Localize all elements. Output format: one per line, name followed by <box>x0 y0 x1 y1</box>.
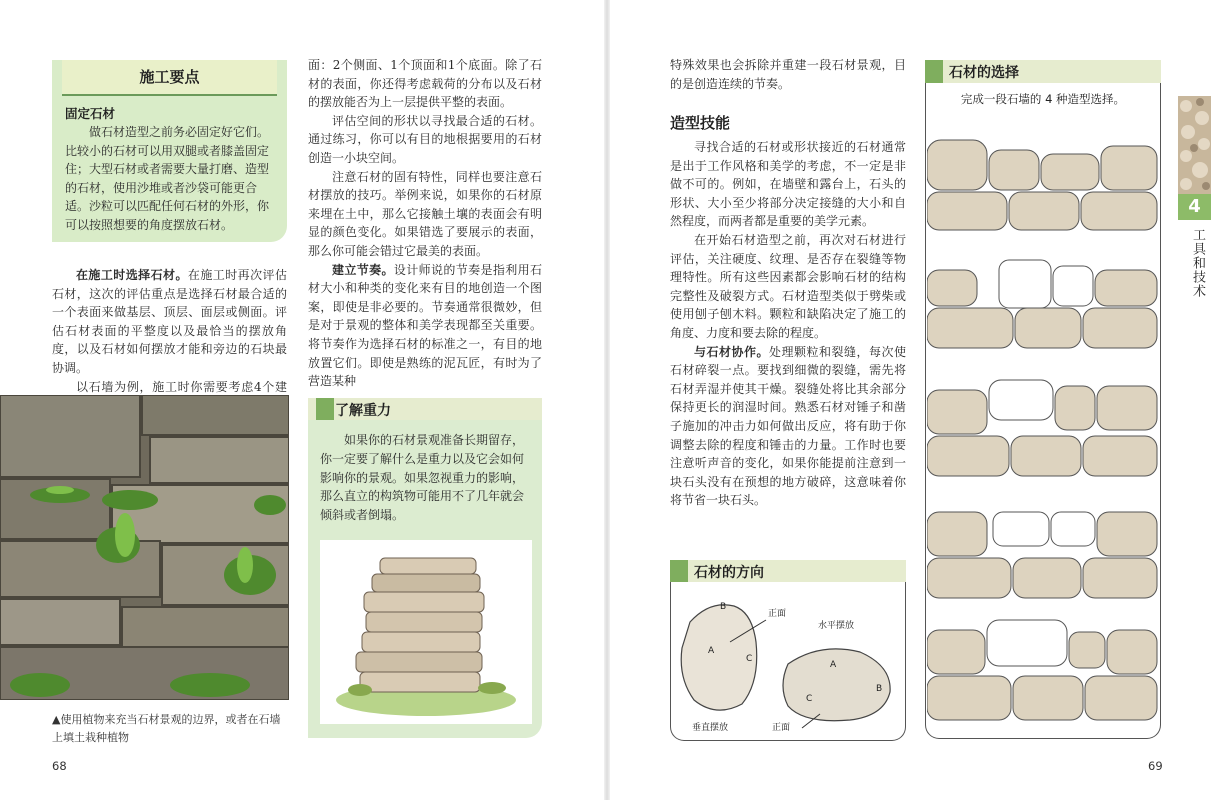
stone-wall-example: 以石墙为例，施工时你需要考虑4个建 <box>76 379 287 394</box>
choose-stone-body: 在施工时再次评估石材，这次的评估重点是选择石材最合适的一个表面来做基层、顶层、面层或侧面。评估石材表面的平整度以及最恰当的摆放角度，以及石材如何摆放才能和旁边的石块最协调。 <box>52 268 287 375</box>
stacked-stones-illustration <box>320 540 532 724</box>
shaping-skills-body <box>670 138 906 510</box>
chapter-label: 工具和技术 <box>1190 228 1205 298</box>
book-gutter <box>604 0 610 800</box>
face-a-vertical: A <box>708 646 715 656</box>
gravity-text: 如果你的石材景观准备长期留存，你一定要了解什么是重力以及它会如何影响你的景观。如果忽视重力的影响，那么直立的构筑物可能用不了几年就会倾斜或者倒塌。 <box>320 433 525 523</box>
orientation-illustration <box>670 582 906 740</box>
photo-caption: ▲使用植物来充当石材景观的边界，或者在石墙上填土栽种植物 <box>52 713 281 744</box>
orientation-header <box>670 560 906 582</box>
work-with-stone-body: 处理颗粒和裂缝，每次使石材碎裂一点。要找到细微的裂缝，需先将石材弄湿并使其干燥。裂缝处将比其余部分保持更长的润湿时间。熟悉石材对锤子和凿子施加的冲击力如何做出反应，将有助于你调整去除的程度和锤击的力量。工作时也要注意听声音的变化，如果你能提前注意到一块石头没有在预想的地方破碎，这意味着你将节省一块石头。 <box>670 344 906 508</box>
choice-note: 完成一段石墙的 4 种造型选择。 <box>960 92 1126 106</box>
face-b-vertical: B <box>720 602 727 612</box>
chapter-side-tab <box>1178 96 1211 306</box>
construction-tips-title: 施工要点 <box>62 60 277 96</box>
choice-header-bar <box>925 60 943 83</box>
left-col1-text <box>52 266 287 415</box>
construction-tips-box <box>52 60 287 242</box>
face-c-horizontal: C <box>806 694 813 704</box>
choice-title: 石材的选择 <box>949 65 1019 81</box>
work-with-stone-lead: 与石材协作。 <box>694 344 769 359</box>
fix-stone-text: 做石材造型之前务必固定好它们。比较小的石材可以用双腿或者膝盖固定住；大型石材或者需要大量打磨、造型的石材，使用沙堆或者沙袋可能更合适。沙粒可以匹配任何石材的外形，你可以按照想要的角度摆放石材。 <box>65 125 270 232</box>
shaping-skills-heading: 造型技能 <box>670 114 731 132</box>
stone-properties-text: 注意石材的固有特性，同样也要注意石材摆放的技巧。举例来说，如果你的石材原来埋在土中，那么它接触土壤的表面会有明显的颜色变化。如果错选了要展示的表面，那么你可能会错过它最美的表面。 <box>308 169 542 258</box>
front-label-horizontal: 正面 <box>772 723 791 733</box>
shaping-p2: 在开始石材造型之前，再次对石材进行评估，关注硬度、纹理、是否存在裂缝等物理特性。所有这些因素都会影响石材的结构完整性及破裂方式。石材造型类似于劈柴或使用刨子刨木料。颗粒和缺陷决定了施工的角度、力度和要去除的程度。 <box>670 232 906 340</box>
rhythm-body: 设计师说的节奏是指利用石材大小和种类的变化来有目的地创造一个图案，即使是非必要的。节奏通常很微妙，但是对于景观的整体和美学表现都至关重要。将节奏作为选择石材的标准之一，有目的地放置它们。即使是熟练的泥瓦匠，有时为了营造某种 <box>308 262 542 389</box>
vertical-label: 垂直摆放 <box>692 723 729 733</box>
wall-options-illustration <box>927 120 1159 730</box>
four-faces-text: 面：2个侧面、1个顶面和1个底面。除了石材的表面，你还得考虑载荷的分布以及石材的摆放能否为上一层提供平整的表面。 <box>308 58 542 110</box>
page-number-left: 68 <box>52 759 67 773</box>
choose-stone-lead: 在施工时选择石材。 <box>76 268 188 282</box>
gravity-box <box>308 398 542 738</box>
gravity-title: 了解重力 <box>335 403 391 419</box>
choice-header <box>925 60 1161 83</box>
face-c-vertical: C <box>746 654 753 664</box>
fix-stone-subtitle: 固定石材 <box>65 106 116 121</box>
gravity-header <box>308 398 542 420</box>
horizontal-label: 水平摆放 <box>818 621 855 631</box>
stone-choice-box <box>925 60 1161 740</box>
orientation-header-bar <box>670 560 688 582</box>
face-b-horizontal: B <box>876 684 883 694</box>
page-number-right: 69 <box>1148 759 1163 773</box>
left-col2-text <box>308 56 542 391</box>
gravity-header-bar <box>316 398 334 420</box>
rhythm-continuation: 特殊效果也会拆除并重建一段石材景观，目的是创造连续的节奏。 <box>670 58 906 91</box>
chapter-number: 4 <box>1178 194 1211 220</box>
face-a-horizontal: A <box>830 660 837 670</box>
shaping-p1: 寻找合适的石材或形状接近的石材通常是出于工作风格和美学的考虑，不一定是非做不可的。例如，在墙壁和露台上，石头的形状、大小至少将部分决定接缝的大小和自然程度，而两者都是重要的美学元素。 <box>670 140 906 229</box>
front-label-vertical: 正面 <box>768 609 787 619</box>
stone-orientation-box <box>670 560 906 740</box>
orientation-title: 石材的方向 <box>694 565 764 581</box>
pebbles-thumbnail <box>1178 96 1211 194</box>
rhythm-lead: 建立节奏。 <box>332 262 394 277</box>
stone-wall-plants-photo <box>0 395 289 700</box>
evaluate-space-text: 评估空间的形状以寻找最合适的石材。通过练习，你可以有目的地根据要用的石材创造一小块空间。 <box>308 113 542 165</box>
